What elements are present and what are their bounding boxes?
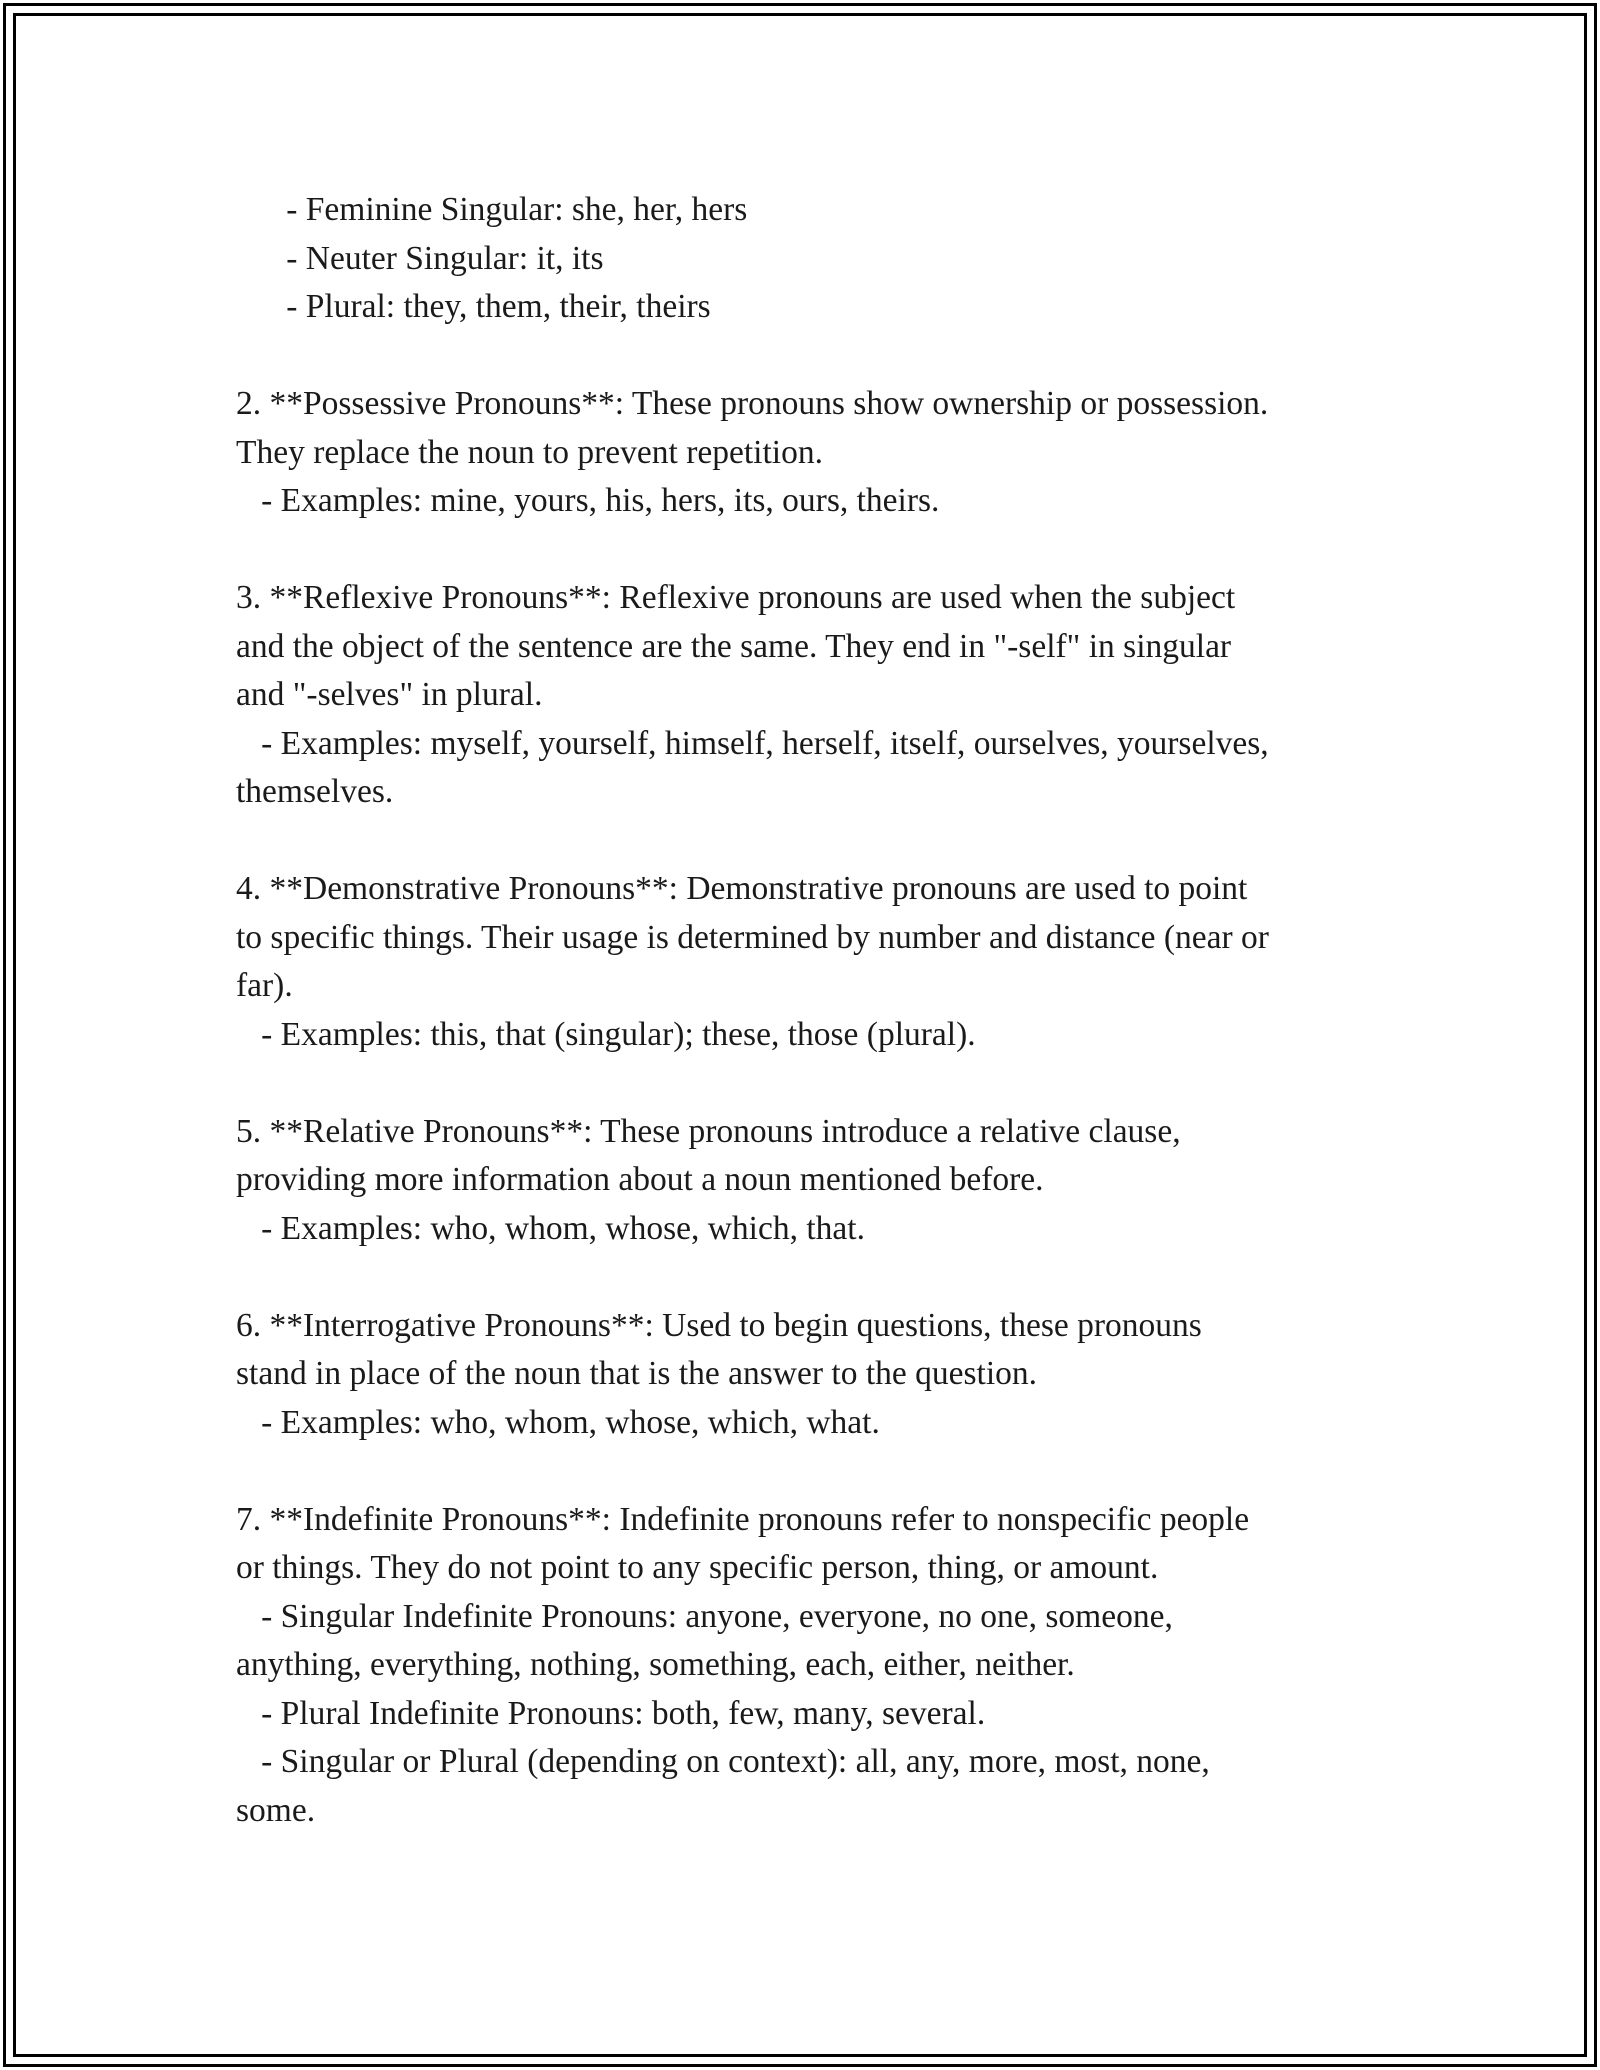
blank-line (236, 817, 1386, 866)
text-line: - Feminine Singular: she, her, hers (236, 191, 748, 228)
text-line: or things. They do not point to any specific person, thing, or amount. (236, 1549, 1159, 1586)
text-line: - Examples: who, whom, whose, which, what. (236, 1403, 880, 1441)
blank-line (236, 332, 1386, 381)
text-line: - Examples: this, that (singular); these, those (plural). (236, 1015, 976, 1053)
text-line: - Singular Indefinite Pronouns: anyone, everyone, no one, someone, (236, 1597, 1173, 1635)
text-line: some. (236, 1791, 316, 1829)
document-body (236, 186, 1386, 1835)
text-line: - Examples: who, whom, whose, which, that. (236, 1209, 865, 1247)
text-line: and the object of the sentence are the same. They end in "-self" in singular (236, 627, 1232, 665)
text-line: - Examples: myself, yourself, himself, herself, itself, ourselves, yourselves, (236, 724, 1269, 762)
relative-pronouns-heading: 5. **Relative Pronouns**: These pronouns introduce a relative clause, (236, 1112, 1181, 1150)
text-line: and "-selves" in plural. (236, 676, 543, 713)
text-line: to specific things. Their usage is determined by number and distance (near or (236, 918, 1269, 956)
text-line: - Plural Indefinite Pronouns: both, few, many, several. (236, 1694, 986, 1732)
text-line: stand in place of the noun that is the answer to the question. (236, 1355, 1038, 1392)
text-line: They replace the noun to prevent repetition. (236, 433, 823, 471)
blank-line (236, 526, 1386, 575)
demonstrative-pronouns-heading: 4. **Demonstrative Pronouns**: Demonstrative pronouns are used to point (236, 870, 1248, 907)
possessive-pronouns-heading: 2. **Possessive Pronouns**: These pronouns show ownership or possession. (236, 385, 1269, 422)
blank-line (236, 1253, 1386, 1302)
text-line: - Neuter Singular: it, its (236, 239, 604, 277)
text-line: - Examples: mine, yours, his, hers, its, ours, theirs. (236, 482, 940, 519)
text-line: far). (236, 967, 293, 1004)
interrogative-pronouns-heading: 6. **Interrogative Pronouns**: Used to begin questions, these pronouns (236, 1306, 1202, 1344)
text-line: themselves. (236, 773, 394, 810)
indefinite-pronouns-heading: 7. **Indefinite Pronouns**: Indefinite pronouns refer to nonspecific people (236, 1500, 1250, 1538)
text-line: providing more information about a noun mentioned before. (236, 1161, 1044, 1198)
text-line: anything, everything, nothing, something, each, either, neither. (236, 1646, 1075, 1683)
blank-line (236, 1447, 1386, 1496)
blank-line (236, 1059, 1386, 1108)
text-line: - Plural: they, them, their, theirs (236, 288, 711, 325)
text-line: - Singular or Plural (depending on context): all, any, more, most, none, (236, 1743, 1210, 1780)
reflexive-pronouns-heading: 3. **Reflexive Pronouns**: Reflexive pronouns are used when the subject (236, 579, 1236, 616)
